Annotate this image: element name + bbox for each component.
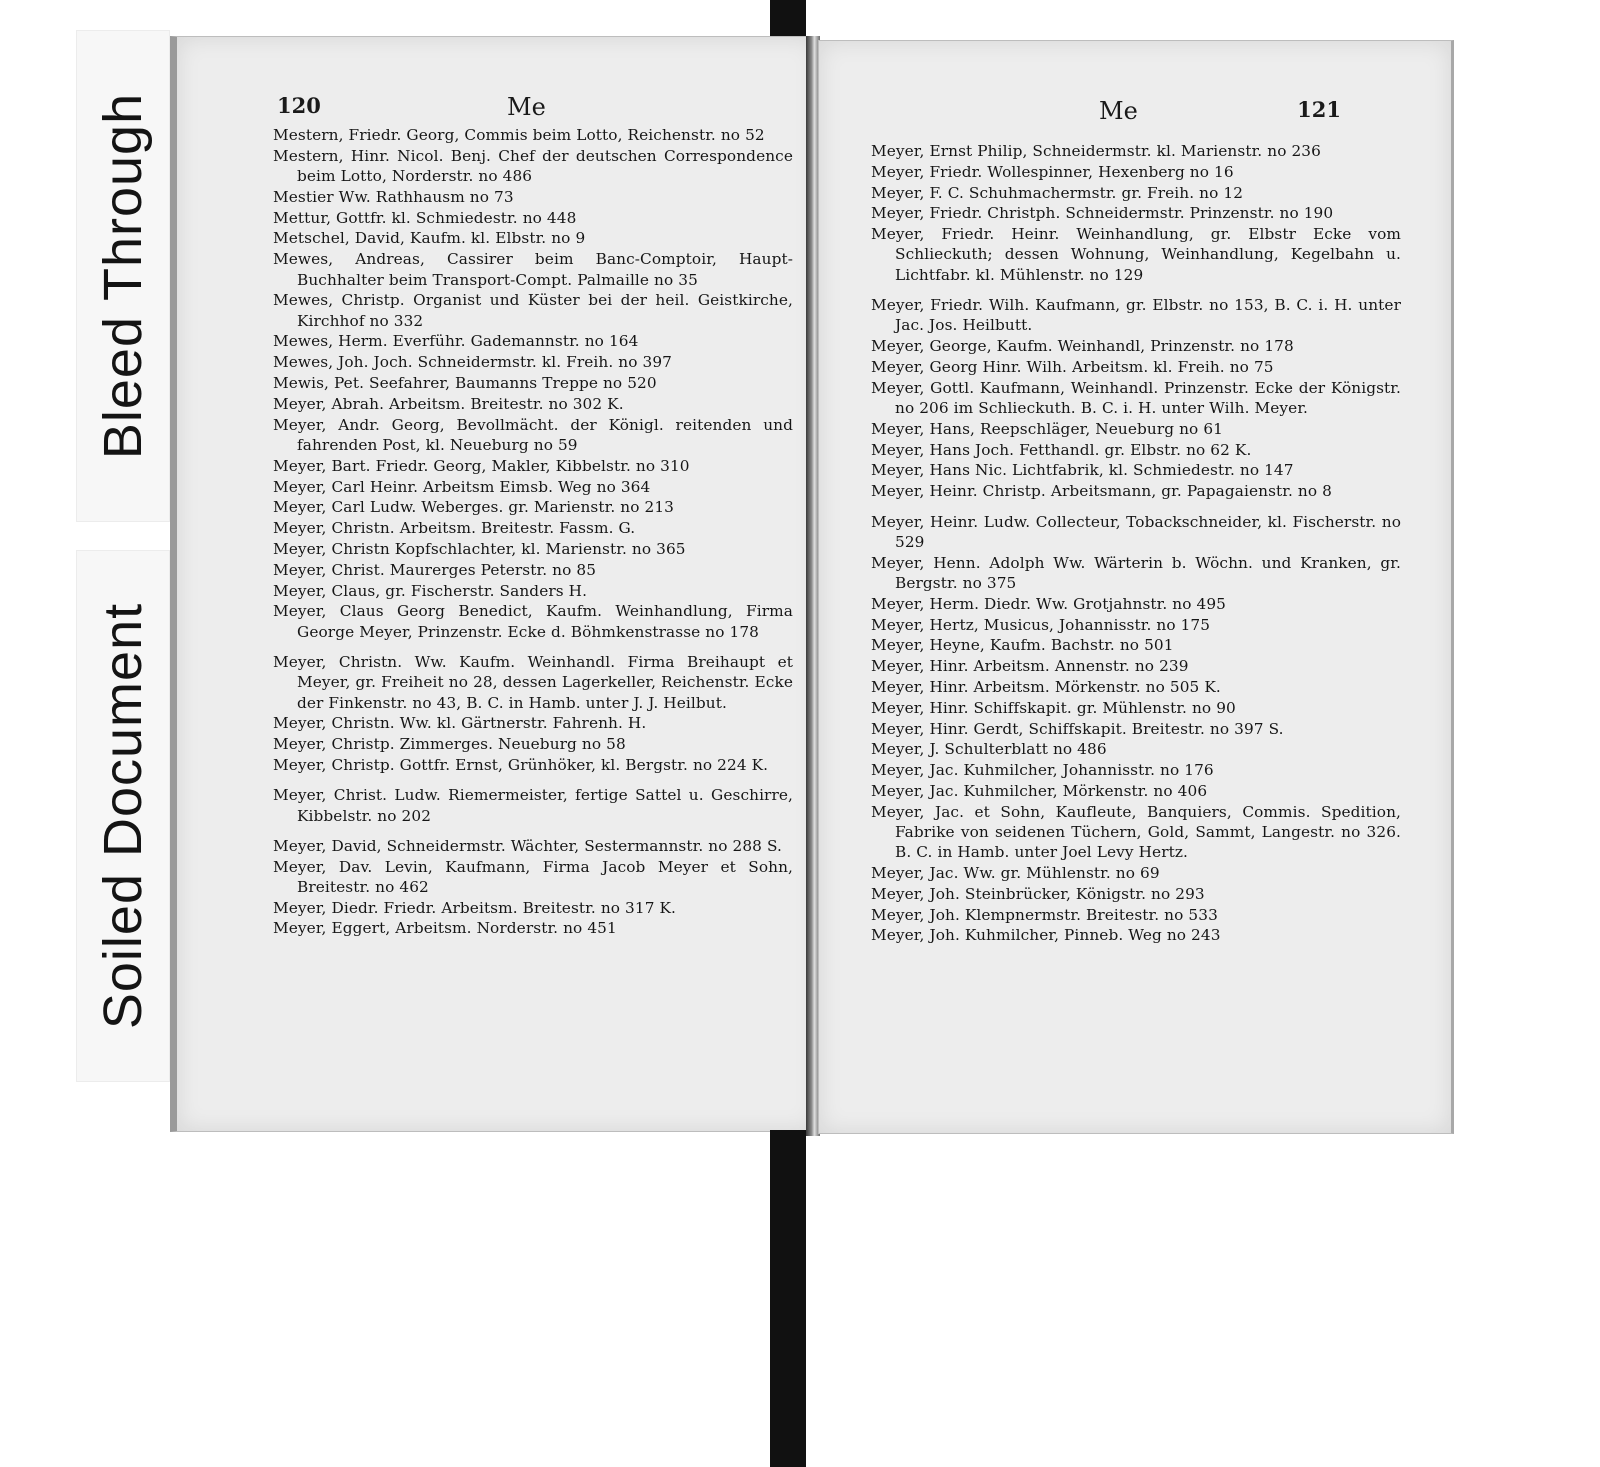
directory-entry: Mewes, Andreas, Cassirer beim Banc-Comptoir, Haupt-Buchhalter beim Transport-Compt. Palmaille no 35 bbox=[273, 250, 793, 289]
directory-entry: Meyer, Friedr. Wilh. Kaufmann, gr. Elbstr. no 153, B. C. i. H. unter Jac. Jos. Heilbutt. bbox=[871, 296, 1401, 335]
directory-entry: Meyer, Hans Nic. Lichtfabrik, kl. Schmiedestr. no 147 bbox=[871, 461, 1294, 480]
directory-entry: Meyer, Christ. Maurerges Peterstr. no 85 bbox=[273, 560, 597, 579]
directory-entry: Meyer, Gottl. Kaufmann, Weinhandl. Prinzenstr. Ecke der Königstr. no 206 im Schlieckuth. B. C. i. H. unter Wilh. Meyer. bbox=[871, 378, 1401, 418]
directory-entry: Metschel, David, Kaufm. kl. Elbstr. no 9 bbox=[273, 229, 586, 248]
directory-entry: Meyer, J. Schulterblatt no 486 bbox=[871, 740, 1107, 759]
directory-entry: Meyer, Herm. Diedr. Ww. Grotjahnstr. no 495 bbox=[871, 594, 1227, 613]
directory-entry: Meyer, Jac. Kuhmilcher, Mörkenstr. no 406 bbox=[871, 781, 1208, 800]
directory-entry: Meyer, Jac. Ww. gr. Mühlenstr. no 69 bbox=[871, 864, 1160, 883]
directory-entry: Meyer, Hertz, Musicus, Johannisstr. no 175 bbox=[871, 615, 1211, 634]
directory-entry: Meyer, Dav. Levin, Kaufmann, Firma Jacob Meyer et Sohn, Breitestr. no 462 bbox=[273, 857, 793, 896]
directory-entry: Meyer, Joh. Steinbrücker, Königstr. no 293 bbox=[871, 884, 1205, 903]
directory-entry: Mewes, Christp. Organist und Küster bei der heil. Geistkirche, Kirchhof no 332 bbox=[273, 291, 793, 330]
directory-entry: Meyer, Carl Heinr. Arbeitsm Eimsb. Weg no 364 bbox=[273, 477, 651, 496]
directory-entry: Meyer, Friedr. Heinr. Weinhandlung, gr. Elbstr Ecke vom Schlieckuth; dessen Wohnung, Weinhandlung, Kegelbahn u. Lichtfabr. kl. Mühlenstr. no 129 bbox=[871, 225, 1401, 284]
directory-entry: Meyer, Georg Hinr. Wilh. Arbeitsm. kl. Freih. no 75 bbox=[871, 357, 1274, 376]
bleed-through-label bbox=[76, 30, 170, 522]
directory-entry: Meyer, Eggert, Arbeitsm. Norderstr. no 451 bbox=[273, 919, 617, 938]
soiled-document-label bbox=[76, 550, 170, 1082]
binding-ribbon-bottom bbox=[770, 1130, 806, 1467]
directory-entry: Meyer, F. C. Schuhmachermstr. gr. Freih. no 12 bbox=[871, 183, 1244, 202]
left-entry-list bbox=[273, 125, 793, 939]
left-page-running-head: Me bbox=[507, 93, 546, 121]
directory-entry: Meyer, Friedr. Christph. Schneidermstr. Prinzenstr. no 190 bbox=[871, 204, 1334, 223]
directory-entry: Meyer, Abrah. Arbeitsm. Breitestr. no 302 K. bbox=[273, 394, 624, 413]
directory-entry: Meyer, Christp. Zimmerges. Neueburg no 58 bbox=[273, 735, 626, 754]
right-entry-list bbox=[871, 141, 1401, 946]
directory-entry: Mewes, Joh. Joch. Schneidermstr. kl. Freih. no 397 bbox=[273, 353, 673, 372]
directory-entry: Meyer, Christ. Ludw. Riemermeister, fertige Sattel u. Geschirre, Kibbelstr. no 202 bbox=[273, 786, 793, 825]
right-page-header bbox=[819, 97, 1451, 129]
directory-entry: Mettur, Gottfr. kl. Schmiedestr. no 448 bbox=[273, 208, 577, 227]
directory-entry: Meyer, Hinr. Gerdt, Schiffskapit. Breitestr. no 397 S. bbox=[871, 719, 1284, 738]
left-page-number: 120 bbox=[277, 93, 321, 118]
directory-entry: Meyer, Hinr. Arbeitsm. Annenstr. no 239 bbox=[871, 657, 1189, 676]
directory-entry: Mewis, Pet. Seefahrer, Baumanns Treppe no 520 bbox=[273, 374, 657, 393]
directory-entry: Mestern, Friedr. Georg, Commis beim Lotto, Reichenstr. no 52 bbox=[273, 126, 765, 144]
directory-entry: Meyer, Christp. Gottfr. Ernst, Grünhöker, kl. Bergstr. no 224 K. bbox=[273, 755, 769, 774]
directory-entry: Meyer, Diedr. Friedr. Arbeitsm. Breitestr. no 317 K. bbox=[273, 898, 676, 917]
directory-entry: Meyer, Hinr. Arbeitsm. Mörkenstr. no 505 K. bbox=[871, 677, 1221, 696]
directory-entry: Meyer, Christn. Ww. Kaufm. Weinhandl. Firma Breihaupt et Meyer, gr. Freiheit no 28, dessen Lagerkeller, Reichenstr. Ecke der Finkenstr. no 43, B. C. in Hamb. unter J. J. Heilbut. bbox=[273, 652, 793, 712]
directory-entry: Meyer, Ernst Philip, Schneidermstr. kl. Marienstr. no 236 bbox=[871, 142, 1321, 160]
directory-entry: Meyer, Christn. Ww. kl. Gärtnerstr. Fahrenh. H. bbox=[273, 714, 647, 733]
directory-entry: Meyer, Bart. Friedr. Georg, Makler, Kibbelstr. no 310 bbox=[273, 456, 690, 475]
soiled-document-text: Soiled Document bbox=[93, 602, 154, 1030]
right-page-number: 121 bbox=[1297, 97, 1341, 122]
directory-entry: Meyer, Hans Joch. Fetthandl. gr. Elbstr. no 62 K. bbox=[871, 440, 1252, 459]
directory-entry: Meyer, Joh. Kuhmilcher, Pinneb. Weg no 243 bbox=[871, 926, 1221, 945]
directory-entry: Meyer, Jac. et Sohn, Kaufleute, Banquiers, Commis. Spedition, Fabrike von seidenen Tüchern, Gold, Sammt, Langestr. no 326. B. C. in Hamb. unter Joel Levy Hertz. bbox=[871, 802, 1401, 862]
left-page bbox=[170, 36, 818, 1132]
right-page-running-head: Me bbox=[1099, 97, 1138, 125]
directory-entry: Meyer, Hinr. Schiffskapit. gr. Mühlenstr. no 90 bbox=[871, 698, 1236, 717]
directory-entry: Meyer, Heinr. Ludw. Collecteur, Tobackschneider, kl. Fischerstr. no 529 bbox=[871, 512, 1401, 551]
directory-entry: Meyer, Henn. Adolph Ww. Wärterin b. Wöchn. und Kranken, gr. Bergstr. no 375 bbox=[871, 553, 1401, 592]
left-page-header bbox=[177, 93, 817, 125]
directory-entry: Mewes, Herm. Everführ. Gademannstr. no 164 bbox=[273, 332, 639, 351]
directory-entry: Meyer, Christn Kopfschlachter, kl. Marienstr. no 365 bbox=[273, 539, 686, 558]
directory-entry: Mestern, Hinr. Nicol. Benj. Chef der deutschen Correspondence beim Lotto, Norderstr. no 486 bbox=[273, 146, 793, 186]
directory-entry: Meyer, David, Schneidermstr. Wächter, Sestermannstr. no 288 S. bbox=[273, 836, 782, 855]
directory-entry: Meyer, Christn. Arbeitsm. Breitestr. Fassm. G. bbox=[273, 519, 636, 538]
directory-entry: Meyer, Heinr. Christp. Arbeitsmann, gr. Papagaienstr. no 8 bbox=[871, 482, 1332, 501]
directory-entry: Meyer, Claus Georg Benedict, Kaufm. Weinhandlung, Firma George Meyer, Prinzenstr. Ecke d. Böhmkenstrasse no 178 bbox=[273, 602, 793, 641]
directory-entry: Mestier Ww. Rathhausm no 73 bbox=[273, 187, 514, 206]
directory-entry: Meyer, Hans, Reepschläger, Neueburg no 61 bbox=[871, 419, 1223, 438]
directory-entry: Meyer, Jac. Kuhmilcher, Johannisstr. no 176 bbox=[871, 761, 1214, 780]
directory-entry: Meyer, Andr. Georg, Bevollmächt. der Königl. reitenden und fahrenden Post, kl. Neueburg no 59 bbox=[273, 415, 793, 454]
directory-entry: Meyer, George, Kaufm. Weinhandl, Prinzenstr. no 178 bbox=[871, 337, 1294, 356]
directory-entry: Meyer, Joh. Klempnermstr. Breitestr. no 533 bbox=[871, 905, 1218, 924]
directory-entry: Meyer, Claus, gr. Fischerstr. Sanders H. bbox=[273, 581, 588, 600]
bleed-through-text: Bleed Through bbox=[93, 92, 153, 460]
directory-entry: Meyer, Heyne, Kaufm. Bachstr. no 501 bbox=[871, 636, 1174, 655]
directory-entry: Meyer, Friedr. Wollespinner, Hexenberg no 16 bbox=[871, 162, 1234, 181]
right-page bbox=[818, 40, 1454, 1134]
directory-entry: Meyer, Carl Ludw. Weberges. gr. Marienstr. no 213 bbox=[273, 498, 674, 517]
binding-ribbon-top bbox=[770, 0, 806, 40]
